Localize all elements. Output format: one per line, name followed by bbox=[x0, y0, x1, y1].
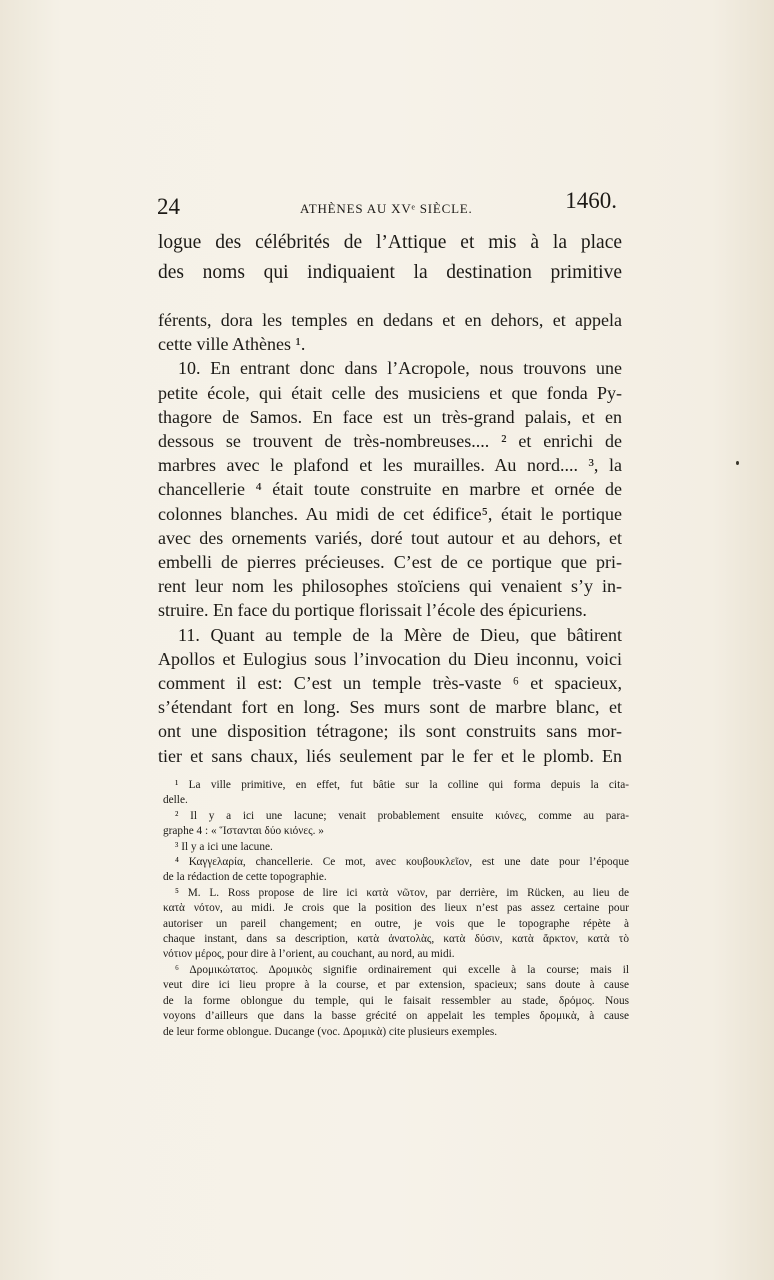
text-line: des noms qui indiquaient la destination primitive bbox=[158, 262, 622, 283]
footnote-6: ⁶ Δρομικώτατος. Δρομικὸς signifie ordinairement qui excelle à la course; mais il bbox=[175, 963, 629, 976]
page-number: 24 bbox=[157, 194, 180, 219]
footnote-line: voyons d’ailleurs que dans la basse grécité on appelait les temples δρομικὰ, à cause bbox=[163, 1010, 629, 1023]
footnote-line: de la forme oblongue du temple, qui le faisait ressembler au stade, δρόμος. Nous bbox=[163, 994, 629, 1007]
footnote-line: delle. bbox=[163, 794, 188, 807]
text-line: avec des ornements variés, doré tout autour et au dehors, et bbox=[158, 527, 622, 548]
footnote-line: autoriser un pareil changement; en outre, je vois que le topographe répète à bbox=[163, 917, 629, 930]
running-year: 1460. bbox=[565, 188, 617, 213]
text-line: tier et sans chaux, liés seulement par le fer et le plomb. En bbox=[158, 745, 622, 766]
text-line: struire. En face du portique florissait l’école des épicuriens. bbox=[158, 600, 587, 621]
text-line: logue des célébrités de l’Attique et mis à la place bbox=[158, 232, 622, 253]
footnote-2: ² Il y a ici une lacune; venait probablement ensuite κιόνες, comme au para- bbox=[175, 809, 629, 822]
footnote-3: ³ Il y a ici une lacune. bbox=[175, 840, 273, 853]
text-line: Apollos et Eulogius sous l’invocation du Dieu inconnu, voici bbox=[158, 648, 622, 669]
footnote-line: κατὰ νότον, au midi. Je crois que la position des lieux n’est pas assez certaine pour bbox=[163, 902, 629, 915]
text-line: férents, dora les temples en dedans et en dehors, et appela bbox=[158, 310, 622, 330]
text-line: cette ville Athènes ¹. bbox=[158, 334, 306, 355]
footnote-line: chaque instant, dans sa description, κατὰ ἀνατολὰς, κατὰ δύσιν, κατὰ ἄρκτον, κατὰ τὸ bbox=[163, 933, 629, 946]
text-line: rent leur nom les philosophes stoïciens qui venaient s’y in- bbox=[158, 576, 622, 597]
footnote-line: de leur forme oblongue. Ducange (voc. Δρομικὰ) cite plusieurs exemples. bbox=[163, 1025, 498, 1038]
footnote-1: ¹ La ville primitive, en effet, fut bâtie sur la colline qui forma depuis la cita- bbox=[175, 779, 629, 791]
text-line: dessous se trouvent de très-nombreuses.... ² et enrichi de bbox=[158, 431, 622, 452]
footnote-4: ⁴ Καγγελαρία, chancellerie. Ce mot, avec κουβουκλεῖον, est une date pour l’époque bbox=[175, 856, 629, 869]
text-line: petite école, qui était celle des musiciens et que fonda Py- bbox=[158, 382, 622, 403]
text-line: marbres avec le plafond et les murailles. Au nord.... ³, la bbox=[158, 455, 622, 476]
top-paragraph bbox=[158, 228, 622, 288]
text-line: thagore de Samos. En face est un très-grand palais, et en bbox=[158, 406, 622, 427]
footnote-line: veut dire ici lieu propre à la course, et par extension, spacieux; sans doute à cause bbox=[163, 979, 629, 992]
footnote-line: de la rédaction de cette topographie. bbox=[163, 871, 327, 884]
paragraph-10-start: 10. En entrant donc dans l’Acropole, nous trouvons une bbox=[178, 358, 622, 379]
running-head bbox=[157, 188, 617, 222]
ink-speck bbox=[736, 461, 739, 465]
text-line: embelli de pierres précieuses. C’est de ce portique que pri- bbox=[158, 552, 622, 573]
text-line: s’étendant fort en long. Ses murs sont de marbre blanc, et bbox=[158, 697, 622, 718]
main-text bbox=[158, 308, 622, 768]
text-line: chancellerie ⁴ était toute construite en marbre et ornée de bbox=[158, 479, 622, 500]
footnote-5: ⁵ M. L. Ross propose de lire ici κατὰ νῶτον, par derrière, im Rücken, au lieu de bbox=[175, 886, 629, 899]
text-line: ont une disposition tétragone; ils sont construits sans mor- bbox=[158, 721, 622, 742]
text-line: colonnes blanches. Au midi de cet édifice⁵, était le portique bbox=[158, 503, 622, 524]
footnote-line: νότιον μέρος, pour dire à l’orient, au couchant, au nord, au midi. bbox=[163, 948, 455, 961]
footnote-line: graphe 4 : « Ἵστανται δύο κιόνες. » bbox=[163, 825, 324, 838]
paragraph-11-start: 11. Quant au temple de la Mère de Dieu, que bâtirent bbox=[178, 624, 622, 645]
running-title: ATHÈNES AU XVᵉ SIÈCLE. bbox=[300, 201, 473, 216]
text-line: comment il est: C’est un temple très-vaste ⁶ et spacieux, bbox=[158, 673, 622, 694]
footnotes bbox=[163, 778, 629, 1040]
